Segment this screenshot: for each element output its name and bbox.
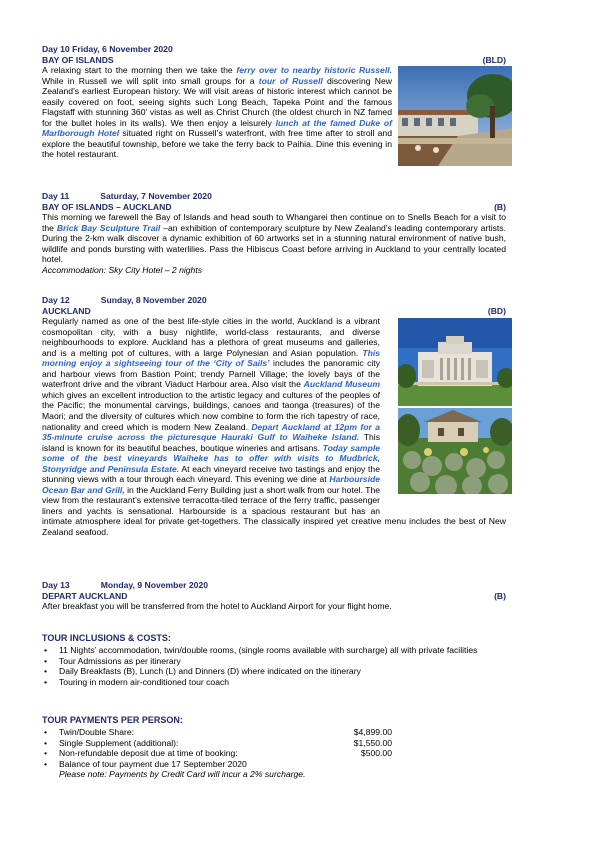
day-12-date: Sunday, 8 November 2020 — [100, 295, 207, 305]
day-12-meals: (BD) — [487, 305, 506, 316]
list-item: • Twin/Double Share: $4,899.00 — [44, 727, 392, 737]
day-12-title: AUCKLAND — [42, 305, 91, 316]
auckland-museum-photo — [398, 318, 512, 406]
brick-bay-highlight: Brick Bay Sculpture Trail — [56, 222, 161, 233]
day-13-title: DEPART AUCKLAND — [42, 590, 128, 601]
list-item: • Single Supplement (additional): $1,550.00 — [44, 737, 392, 748]
vineyards-highlight: Today sample some of the best vineyards Waiheke has to offer with visits to Mudbrick, Stonyridge and Peninsula Estate. — [42, 442, 380, 474]
day-11-section — [42, 191, 506, 275]
day-11-accommodation: Accommodation: Sky City Hotel – 2 nights — [42, 264, 203, 275]
list-item: • Daily Breakfasts (B), Lunch (L) and Dinners (D) where indicated on the itinerary — [44, 666, 361, 677]
payment-price: $500.00 — [360, 748, 392, 759]
waiheke-cruise-highlight: Depart Auckland at 12pm for a 35-minute cruise across the picturesque Hauraki Gulf to Waiheke Island. — [42, 421, 380, 443]
day-11-header — [42, 191, 506, 212]
tour-russell-highlight: tour of Russell — [258, 75, 323, 86]
sightseeing-tour-highlight: This morning enjoy a sightseeing tour of the ‘City of Sails’ — [42, 347, 380, 369]
day-10-date: Day 10 Friday, 6 November 2020 — [42, 44, 173, 54]
payment-label: Non-refundable deposit due at time of booking: — [59, 748, 238, 759]
day-13-section — [42, 580, 506, 612]
day-11-label: Day 11 — [42, 191, 70, 201]
day-12-header — [42, 295, 506, 316]
day-13-label: Day 13 — [42, 580, 70, 590]
list-item: • 11 Nights’ accommodation, twin/double rooms, (single rooms available with surcharge) all with private facilities — [44, 645, 478, 655]
payments-title: TOUR PAYMENTS PER PERSON: — [42, 715, 183, 725]
list-item: • Non-refundable deposit due at time of booking: $500.00 — [44, 748, 392, 759]
day-10-meals: (BLD) — [482, 54, 506, 65]
day-12-description: Regularly named as one of the best life-style cities in the world, Auckland is a vibrant cosmopolitan city, with a busy nightlife, world-class restaurants, and diverse neighbourhoods to explore. Auckland has a plethora of great museums and galleries, and is a melting pot of cultures, with a large Polynesian and Asian population. This morning enjoy a sightseeing tour of the ‘City of Sails’ includes the panoramic city and harbour views from Bastion Point; trendy Parnell Village; the lovely bays of the waterfront drive and the vibrant Viaduct Harbour area. Also visit the Auckland Museum which gives an excellent introduction to the artistic legacy and cultures of the peoples of the Pacific; the monumental carvings, buildings, canoes and taonga (treasures) of the Maori; and the diversity of cultures which now combine to form the rich tapestry of race, nationality and creed which is modern New Zealand. Depart Auckland at 12pm for a 35-minute cruise across the picturesque Hauraki Gulf to Waiheke Island. This island is known for its beautiful beaches, boutique wineries and artisans. Today sample some of the best vineyards Waiheke has to offer with visits to Mudbrick, Stonyridge and Peninsula Estate. At each vineyard receive two tastings and enjoy the stunning views with a tour through each vineyard. This evening we dine at Harbourside Ocean Bar and Grill, in the Auckland Ferry Building just a short walk from our hotel. The view from the restaurant’s extensive terracotta-tiled terrace of the ferry traffic, passenger liners and yachts is sensational. Harbourside is a spacious restaurant but has an intimate atmosphere ideal for private get-togethers. The classically inspired yet creative menu includes the best of New Zealand seafood. — [42, 316, 506, 538]
payments-list — [42, 727, 522, 769]
payment-label: Twin/Double Share: — [59, 727, 134, 737]
russell-waterfront-photo — [398, 66, 512, 166]
payment-price: $4,899.00 — [353, 727, 392, 737]
day-13-description: After breakfast you will be transferred from the hotel to Auckland Airport for your flight home. — [42, 601, 392, 612]
day-13-header — [42, 580, 506, 601]
day-11-title: BAY OF ISLANDS – AUCKLAND — [42, 201, 172, 212]
payment-price: $1,550.00 — [353, 737, 392, 748]
day-12-label: Day 12 — [42, 295, 70, 305]
day-11-date: Saturday, 7 November 2020 — [100, 191, 212, 201]
auckland-museum-highlight: Auckland Museum — [303, 379, 380, 390]
harbourside-highlight: Harbourside Ocean Bar and Grill, — [42, 474, 380, 495]
duke-marlborough-highlight: lunch at the famed Duke of Marlborough Hotel — [42, 117, 393, 139]
day-13-date: Monday, 9 November 2020 — [100, 580, 209, 590]
waiheke-vineyard-photo — [398, 408, 512, 494]
inclusions-title: TOUR INCLUSIONS & COSTS: — [42, 633, 171, 643]
list-item: • Tour Admissions as per itinerary — [44, 655, 181, 666]
day-10-description: A relaxing start to the morning then we take the ferry over to nearby historic Russell. While in Russell we will split into small groups for a tour of Russell discovering New Zealand’s earliest European history. We will visit areas of historic interest which cannot be easily covered on foot, seeing sights such Long Beach, Tapeka Point and the famous Flagstaff with stunning 360’ vistas as well as Christ Church (the oldest church in NZ famed for the bullet holes in its walls). We then enjoy a leisurely lunch at the famed Duke of Marlborough Hotel situated right on Russell’s waterfront, with free time after to stroll and explore the beautiful township, before we take the ferry back to Paihia. Dine this evening in the hotel restaurant. — [42, 65, 393, 160]
payment-note: Please note: Payments by Credit Card will incur a 2% surcharge. — [59, 769, 306, 779]
ferry-russell-highlight: ferry over to nearby historic Russell. — [236, 65, 392, 76]
day-11-meals: (B) — [494, 201, 506, 212]
day-10-title: BAY OF ISLANDS — [42, 54, 114, 65]
day-11-description: This morning we farewell the Bay of Islands and head south to Whangarei then continue on to Snells Beach for a visit to the Brick Bay Sculpture Trail –an exhibition of contemporary sculpture by New Zealand’s leading contemporary artists. During the 2-km walk discover a dynamic exhibition of 60 artworks set in a stunning natural environment of native bush, wildlife and ponds bursting with waterlilies. Pass the Hibiscus Coast before arriving in Auckland to your centrally located hotel. — [42, 212, 506, 265]
day-13-meals: (B) — [494, 590, 506, 601]
inclusions-list — [42, 645, 522, 687]
payment-label: Single Supplement (additional): — [59, 737, 179, 748]
day-10-header — [42, 44, 506, 65]
payment-label: Balance of tour payment due 17 September 2020 — [59, 758, 247, 769]
list-item: • Balance of tour payment due 17 September 2020 — [44, 758, 247, 769]
list-item: • Touring in modern air-conditioned tour coach — [44, 676, 230, 687]
